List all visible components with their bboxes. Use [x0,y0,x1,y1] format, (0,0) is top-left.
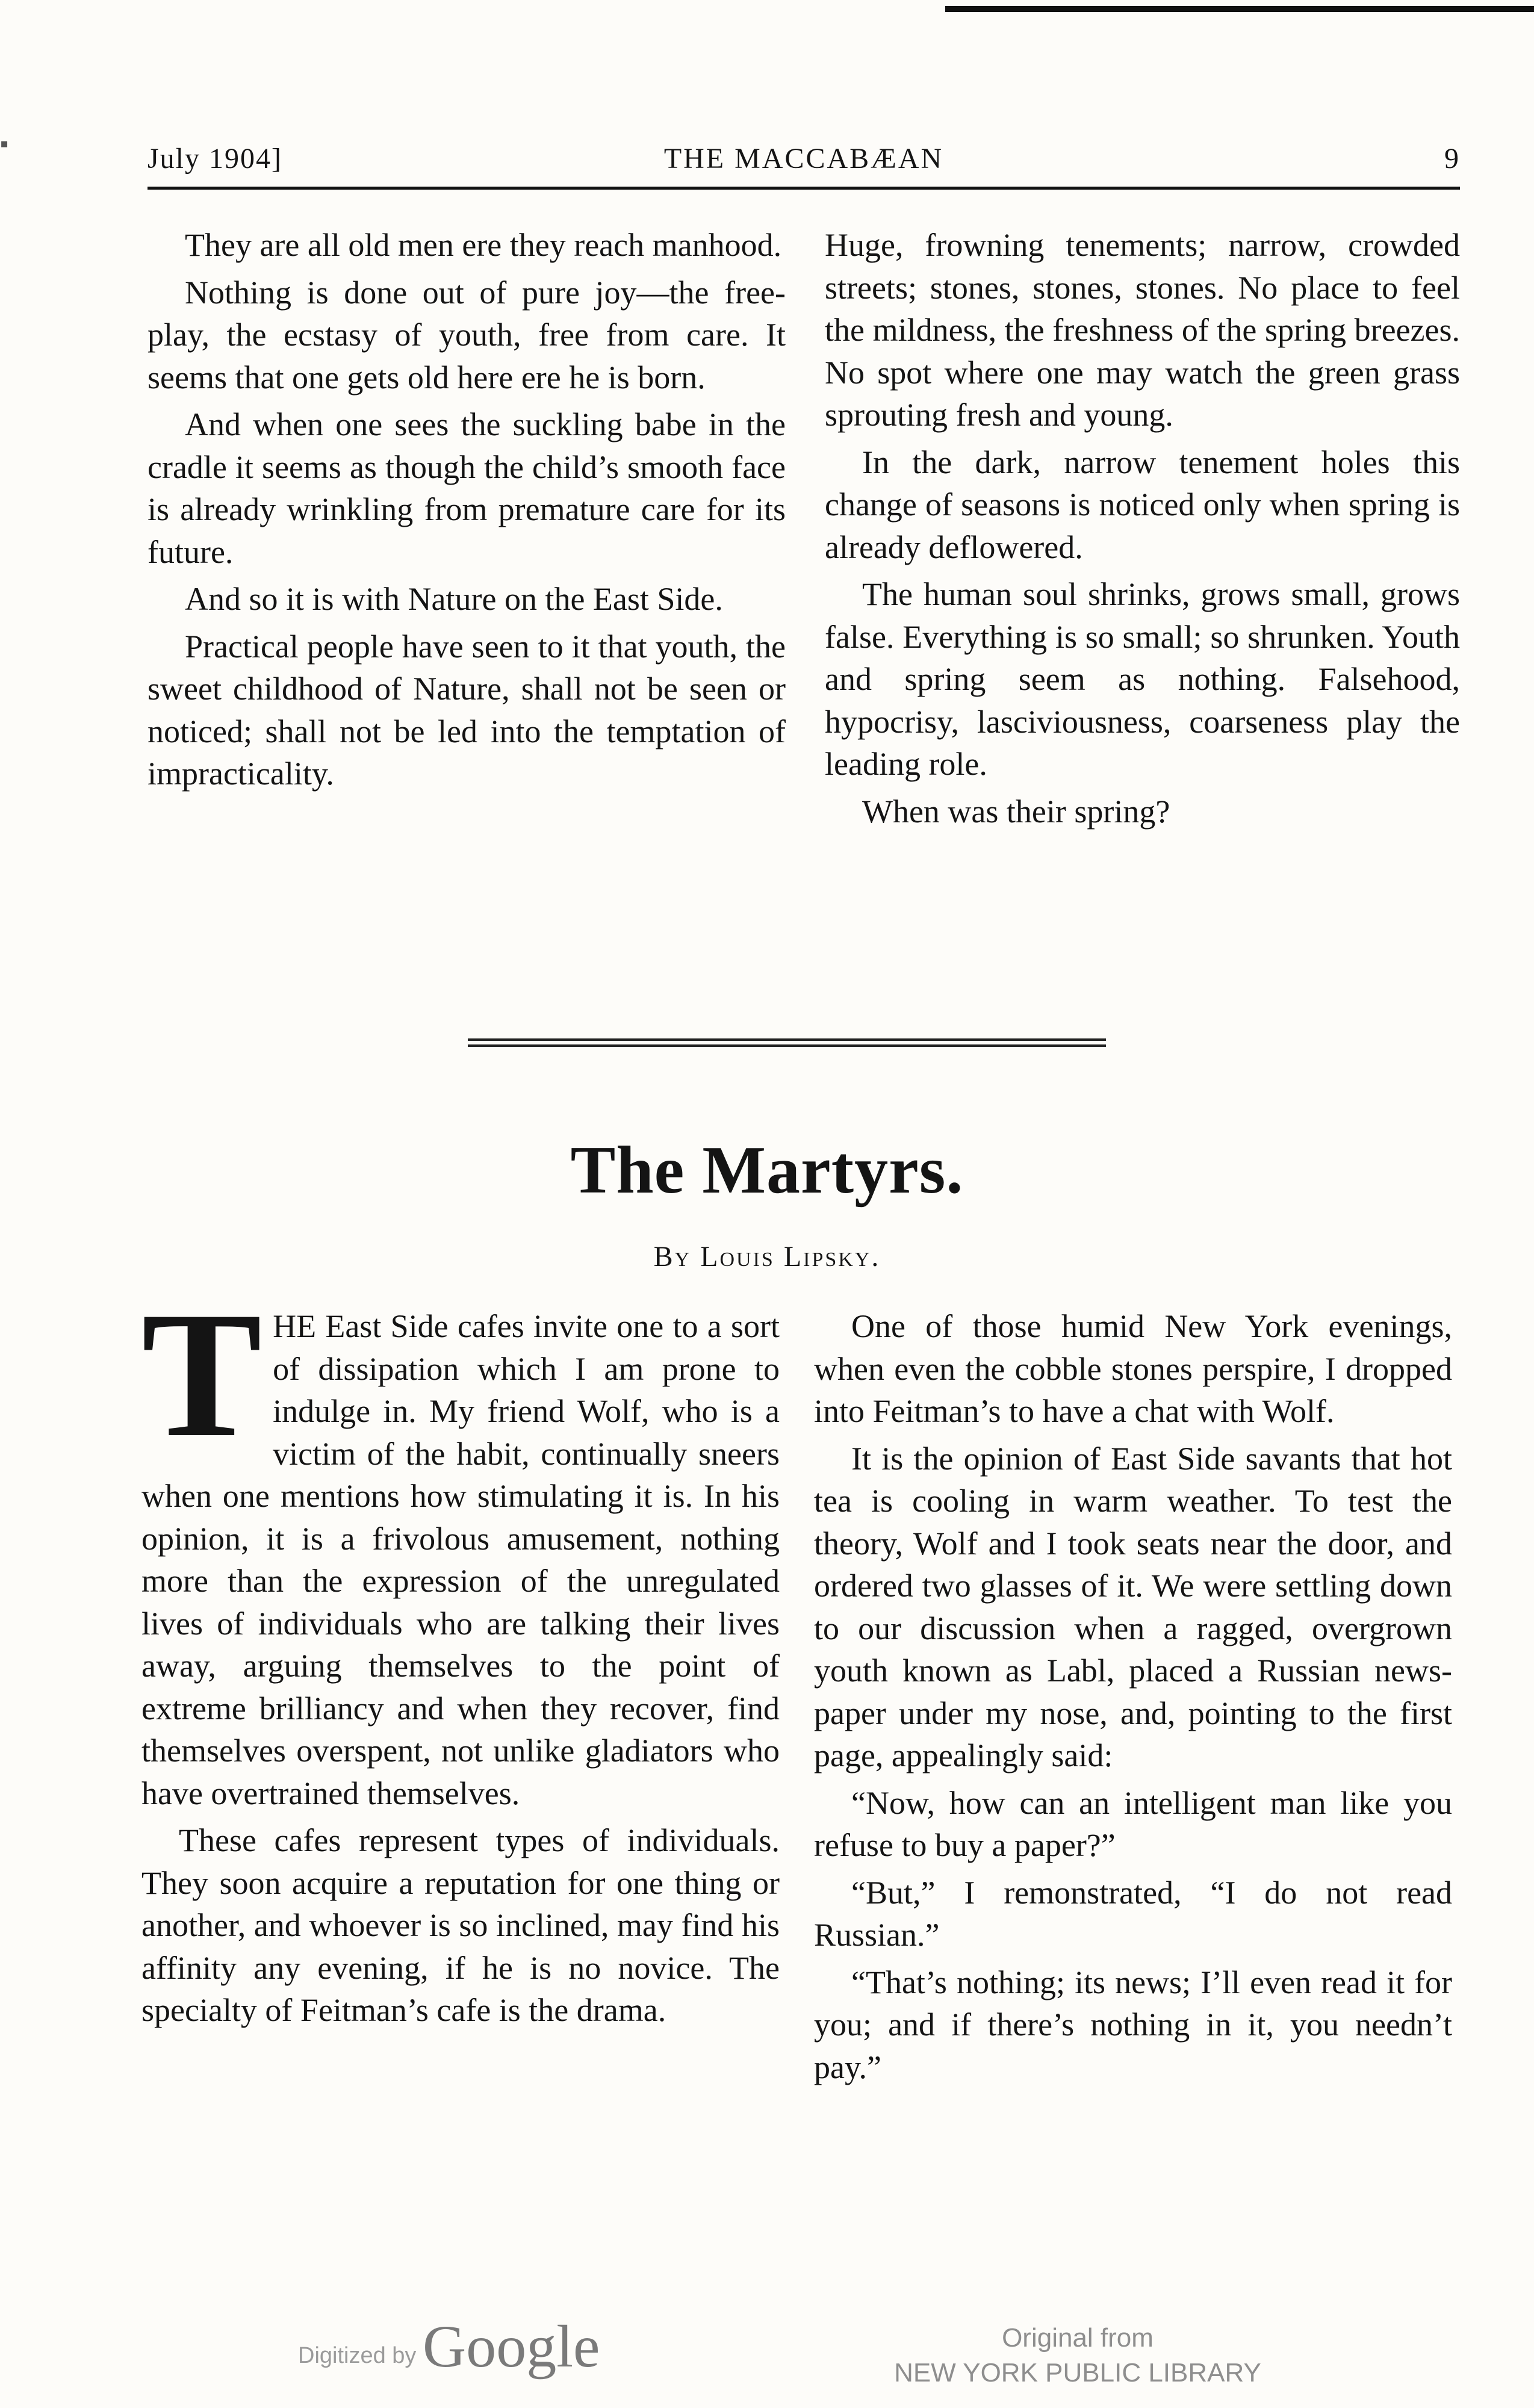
digitized-by-watermark [298,2312,600,2381]
top-right-column [825,224,1460,837]
paragraph: “That’s nothing; its news; I’ll even read it for you; and if there’s nothing in it, you needn’t pay.” [814,1964,1452,2085]
article-title: The Martyrs. [570,1133,964,1208]
paragraph: Nothing is done out of pure joy—the free-play, the ecstasy of youth, free from care. It seems that one gets old here ere he is born. [148,274,786,396]
google-logo: Google [422,2313,600,2380]
top-edge-rule [945,6,1534,12]
opening-paragraph [141,1274,780,1814]
paragraph: “But,” I remonstrated, “I do not read Russian.” [814,1874,1452,1953]
drop-cap: T [141,1274,262,1474]
section-divider-bottom [468,1044,1106,1047]
opening-paragraph-text: HE East Side cafes invite one to a sort of dissipation which I am prone to indulge in. My friend Wolf, who is a victim of the habit, continually sneers when one mentions how stimulating it is. In his opinion, it is a frivolous amusement, nothing more than the expression of the unregulated lives of individuals who are talking their lives away, arguing themselves to the point of extreme brilliancy and when they recover, find themselves overspent, not unlike gladiators who have overtrained themselves. [141,1308,780,1811]
page-number: 9 [1444,143,1460,175]
paragraph: In the dark, narrow tenement holes this change of seasons is noticed only when spring is already deflowered. [825,444,1460,565]
paragraph: “Now, how can an intelligent man like you refuse to buy a paper?” [814,1784,1452,1863]
header-publication: THE MACCABÆAN [663,143,944,175]
article-byline: By Louis Lipsky. [653,1241,881,1273]
digitized-by-label: Digitized by [298,2343,417,2368]
library-name: NEW YORK PUBLIC LIBRARY [894,2358,1261,2388]
paragraph: When was their spring? [862,793,1170,830]
paragraph: It is the opinion of East Side savants that hot tea is cooling in warm weather. To test the theory, Wolf and I took seats near the door, and ordered two glasses of it. We were settling down to our discussion when a ragged, overgrown youth known as Labl, placed a Russian newspaper under my nose, and, pointing to the first page, appealingly said: [814,1440,1452,1773]
paragraph: These cafes represent types of individuals. They soon acquire a reputation for one thing or another, and whoever is so inclined, may find his affinity any evening, if he is no novice. The specialty of Feitman’s cafe is the drama. [141,1822,780,2028]
original-from-label: Original from [1002,2323,1154,2353]
paragraph: They are all old men ere they reach manhood. [185,227,782,263]
paragraph: One of those humid New York evenings, when even the cobble stones perspire, I dropped into Feitman’s to have a chat with Wolf. [814,1308,1452,1429]
paragraph: And when one sees the suckling babe in the cradle it seems as though the child’s smooth face is already wrinkling from premature care for its future. [148,406,786,570]
article-right-column [814,1305,1452,2093]
margin-mark: ▪ [0,130,9,157]
header-date: July 1904] [148,143,282,175]
article-left-column [141,1274,780,2037]
header-rule [148,187,1460,190]
section-divider-top [468,1038,1106,1041]
paragraph: The human soul shrinks, grows small, grows false. Everything is so small; so shrunken. Youth and spring seem as nothing. Falsehood, hypocrisy, lasciviousness, coarseness play the leading role. [825,576,1460,782]
paragraph-continued: Huge, frowning tenements; narrow, crowded streets; stones, stones, stones. No place to feel the mildness, the freshness of the spring breezes. No spot where one may watch the green grass sprouting fresh and young. [825,227,1460,433]
paragraph: Practical people have seen to it that youth, the sweet childhood of Nature, shall not be seen or noticed; shall not be led into the temptation of impracticality. [148,628,786,792]
running-header [148,142,1460,181]
source-attribution [891,2321,1264,2391]
paragraph: And so it is with Nature on the East Side. [185,581,723,617]
top-left-column [148,224,786,800]
